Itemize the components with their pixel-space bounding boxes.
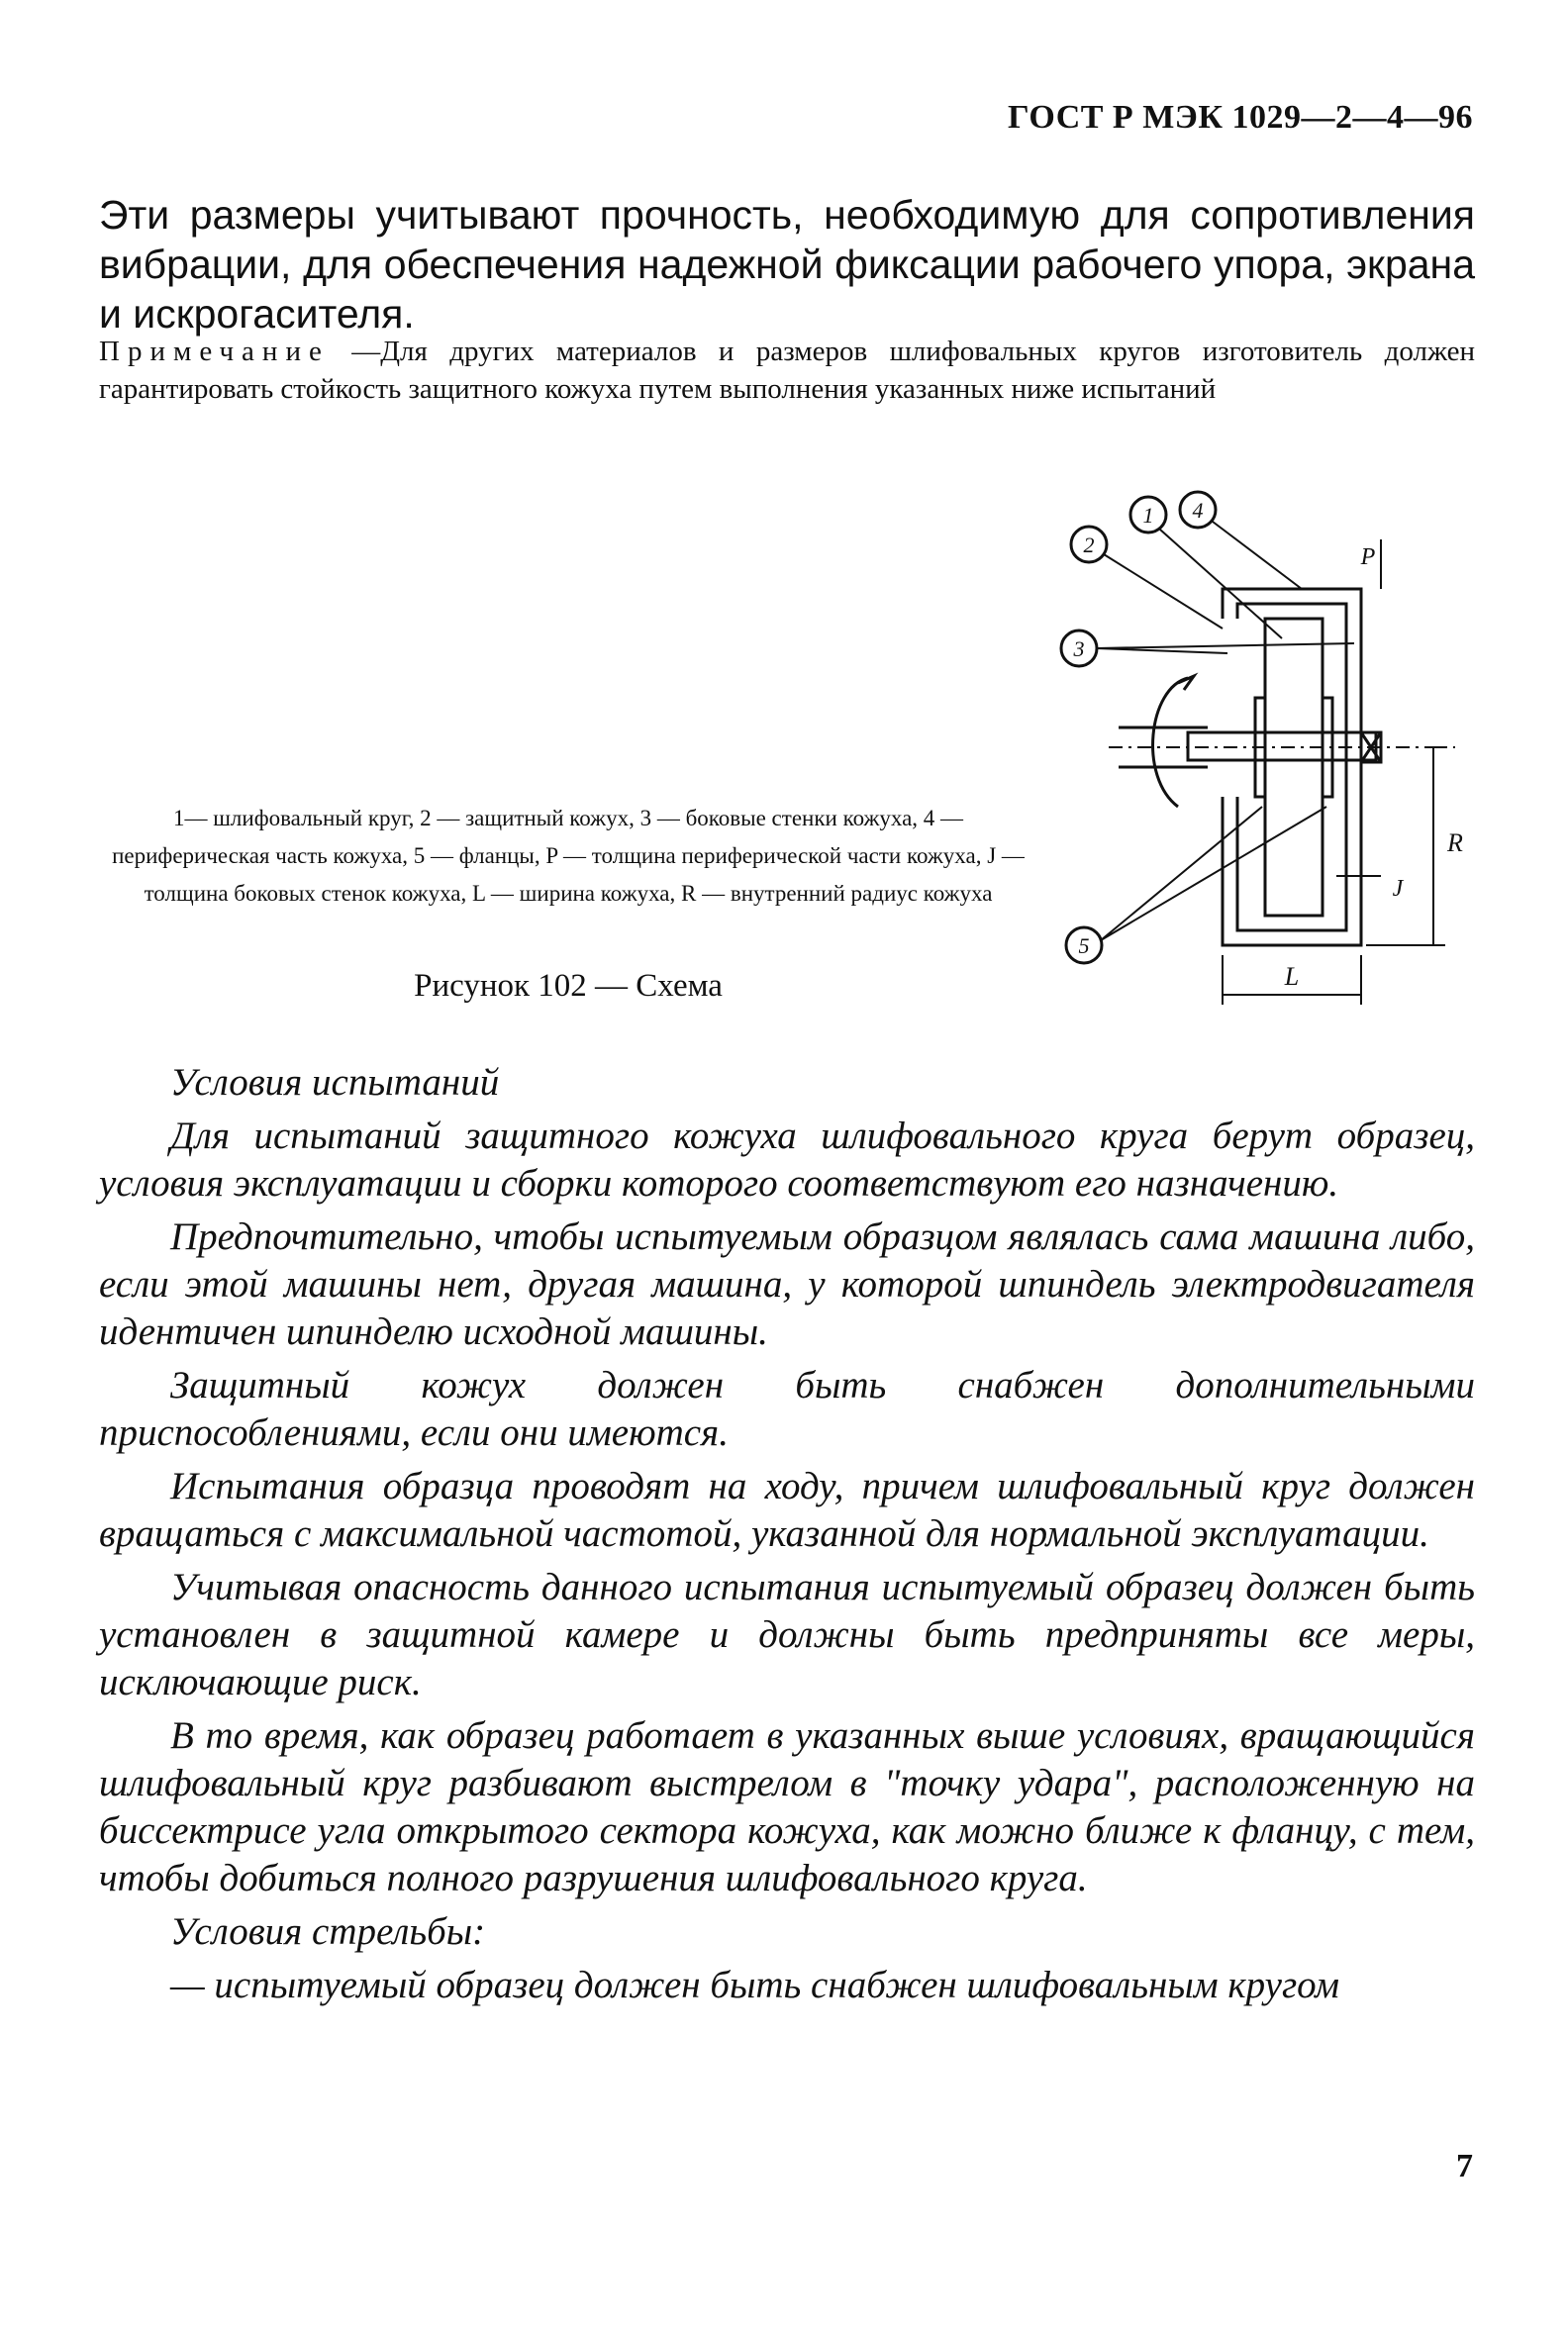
callout-label-4: 4: [1192, 498, 1204, 523]
paragraph-1: Для испытаний защитного кожуха шлифовального круга берут образец, условия эксплуатации и сборки которого соответствуют его назначению.: [99, 1115, 1475, 1205]
paragraph-6: В то время, как образец работает в указанных выше условиях, вращающийся шлифовальный круг разбивают выстрелом в "точку удара", расположенную на биссектрисе угла открытого сектора кожуха, как можно ближе к фланцу, с тем, чтобы добиться полного разрушения шлифовального круга.: [99, 1714, 1475, 1899]
leader-3: [1097, 643, 1354, 653]
leader-1: [1160, 530, 1282, 638]
note-lead: Примечание: [99, 336, 330, 367]
dim-r-line: [1366, 747, 1445, 945]
dim-label-r: R: [1447, 828, 1463, 857]
callout-label-3: 3: [1073, 636, 1085, 661]
page-number: 7: [1456, 2148, 1473, 2184]
figure-legend: 1— шлифовальный круг, 2 — защитный кожух, 3 — боковые стенки кожуха, 4 — периферическая часть кожуха, 5 — фланцы, P — толщина периферической части кожуха, J — толщина боковых стенок кожуха, L — ширина кожуха, R — внутренний радиус кожуха: [112, 806, 1025, 906]
rotation-arrowhead: [1178, 676, 1194, 690]
guard-schematic: [1039, 480, 1475, 1034]
leader-5: [1101, 807, 1326, 940]
rotation-arrow: [1153, 678, 1188, 807]
note-text: —Для других материалов и размеров шлифовальных кругов изготовитель должен гарантировать стойкость защитного кожуха путем выполнения указанных ниже испытаний: [99, 336, 1475, 405]
document-header: ГОСТ Р МЭК 1029—2—4—96: [1008, 99, 1473, 136]
subheading: Условия стрельбы:: [170, 1910, 486, 1953]
dim-label-l: L: [1284, 962, 1300, 991]
intro-paragraph: Эти размеры учитывают прочность, необходимую для сопротивления вибрации, для обеспечения надежной фиксации рабочего упора, экрана и искрогасителя.: [99, 192, 1475, 337]
callout-label-5: 5: [1078, 933, 1090, 958]
dim-label-p: P: [1360, 544, 1376, 570]
leader-4: [1213, 522, 1302, 589]
dim-label-j: J: [1392, 876, 1404, 902]
paragraph-2: Предпочтительно, чтобы испытуемым образцом являлась сама машина либо, если этой машины нет, другая машина, у которой шпиндель электродвигателя идентичен шпинделю исходной машины.: [99, 1215, 1475, 1353]
guard-outline: [1223, 589, 1361, 945]
note-paragraph: [99, 333, 1475, 408]
test-conditions-section: [99, 1059, 1475, 2015]
section-heading: Условия испытаний: [170, 1061, 500, 1104]
figure-caption: Рисунок 102 — Схема: [414, 968, 723, 1004]
paragraph-3: Защитный кожух должен быть снабжен дополнительными приспособлениями, если они имеются.: [99, 1364, 1475, 1454]
list-item: — испытуемый образец должен быть снабжен шлифовальным кругом: [170, 1964, 1340, 2006]
leader-2: [1104, 554, 1223, 629]
paragraph-5: Учитывая опасность данного испытания испытуемый образец должен быть установлен в защитной камере и должны быть предприняты все меры, исключающие риск.: [99, 1566, 1475, 1703]
callout-label-1: 1: [1142, 503, 1154, 528]
callout-label-2: 2: [1083, 533, 1095, 557]
grinding-wheel: [1265, 619, 1323, 916]
paragraph-4: Испытания образца проводят на ходу, причем шлифовальный круг должен вращаться с максимальной частотой, указанной для нормальной эксплуатации.: [99, 1465, 1475, 1555]
